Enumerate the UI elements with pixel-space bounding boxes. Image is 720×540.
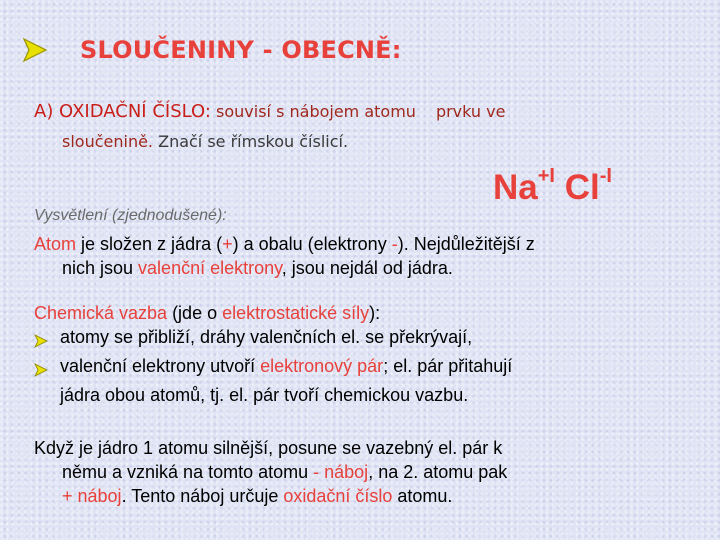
arrow-bullet-icon: [34, 354, 60, 383]
charge-text3b: atomu.: [392, 486, 453, 506]
bullet2-text-b: ; el. pár přitahují: [383, 356, 513, 376]
oxidation-number: oxidační číslo: [283, 486, 393, 506]
paragraph-bond: [34, 301, 706, 407]
valence-electrons: valenční elektrony: [138, 258, 282, 278]
negative-charge: - náboj: [313, 462, 369, 482]
section-a: [34, 97, 704, 157]
paragraph-atom: [34, 232, 706, 280]
section-a-line2a: sloučenině.: [62, 132, 154, 151]
page-title: SLOUČENINY - OBECNĚ:: [80, 36, 402, 64]
atom-text2: ) a obalu (elektrony: [232, 234, 392, 254]
section-a-line2b: Značí se římskou číslicí.: [153, 132, 349, 151]
bullet2-text-a: valenční elektrony utvoří: [60, 356, 261, 376]
formula-cl-ox: -I: [599, 165, 612, 188]
minus-sign: -: [391, 234, 398, 254]
section-a-text1: souvisí s nábojem atomu: [210, 102, 416, 121]
positive-charge: + náboj: [62, 486, 122, 506]
section-a-text2: prvku ve: [435, 102, 506, 121]
atom-text1: je složen z jádra (: [76, 234, 223, 254]
title-row: [22, 36, 402, 64]
explanation-heading: Vysvětlení (zjednodušené):: [34, 207, 227, 224]
formula-nacl: [493, 165, 612, 208]
plus-sign: +: [222, 234, 233, 254]
paragraph-atom-line2: [34, 256, 706, 280]
charge-line1: Když je jádro 1 atomu silnější, posune se vazebný el. pár k: [34, 438, 503, 458]
electrostatic-forces: elektrostatické síly: [222, 303, 370, 323]
bullet-text-1: atomy se přibliží, dráhy valenčních el. se překrývají,: [60, 327, 473, 347]
atom-word: Atom: [34, 234, 77, 254]
section-a-line2: [34, 127, 704, 157]
atom-text4: nich jsou: [62, 258, 139, 278]
chemical-bond-word: Chemická vazba: [34, 303, 168, 323]
bullet-text-2: [60, 354, 512, 378]
charge-text2b: , na 2. atomu pak: [368, 462, 508, 482]
charge-text2a: němu a vzniká na tomto atomu: [62, 462, 314, 482]
paragraph-bond-line1: [34, 301, 706, 325]
atom-text3: ). Nejdůležitější z: [397, 234, 535, 254]
paragraph-charge: [34, 436, 706, 508]
bullet2-text-c: jádra obou atomů, tj. el. pár tvoří chemickou vazbu.: [60, 385, 469, 405]
charge-line3: [34, 484, 706, 508]
paragraph-atom-line1: [34, 232, 706, 256]
bond-text2: ):: [369, 303, 381, 323]
bullet-item: [34, 325, 706, 354]
formula-na-ox: +I: [537, 165, 555, 188]
arrow-bullet-icon: [34, 325, 60, 354]
arrow-bullet-icon: [22, 37, 48, 63]
atom-text5: , jsou nejdál od jádra.: [281, 258, 453, 278]
electron-pair: elektronový pár: [260, 356, 384, 376]
formula-cl: Cl: [564, 168, 600, 207]
charge-line2: [34, 460, 706, 484]
bond-text1: (jde o: [167, 303, 223, 323]
section-a-lead: A) OXIDAČNÍ ČÍSLO:: [34, 101, 211, 122]
section-a-line1: [34, 97, 704, 127]
formula-na: Na: [493, 168, 538, 207]
bullet-item: [34, 354, 706, 383]
charge-text3a: . Tento náboj určuje: [121, 486, 284, 506]
